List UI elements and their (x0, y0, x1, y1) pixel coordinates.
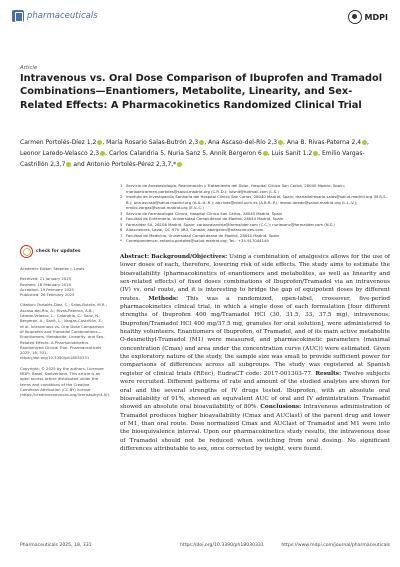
author-list: Carmen Portolés-Díez 1,2 , María Rosario Salas-Butrón 2,3 , Ana Ascaso-del-Río 2,3 , Ana B. Rivas-Paterna 2,4 , Leonor Laredo-Velasco 2,3 , Carlos Calandria 5, Nuria Sanz 5, Annik Bergeron 6 , Luis Sanit 1,2 , Emilio Vargas-Castrillón 2,3,7 and Antonio Portolés-Pérez 2,3,7,* (20, 139, 369, 169)
methods-text: This was a randomized, open-label, crossover, five-period pharmacokinetics clinical trial, in which a single dose of each formulation [four different strengths of Ibuprofen 400 mg/Tramadol HCl (30, 31.5, 33, 37.5 mg), intravenous; Ibuprofen/Tramadol HCl 400 mg/37.5 mg, granules for oral solution], were administered to healthy volunteers. Enantiomers of Ibuprofen, of Tramadol, and of its main active metabolite O-desmethyl-Tramadol (M1) were measured, and pharmacokinetic parameters (maximal concentration (Cmax) and area under the concentration curve (AUC)) were estimated. Given the exploratory nature of the study, the sample size was small to provide sufficient power for comparisons of differences across all subgroups. The study was registered at Spanish register of clinical trials (REec), EudraCT code: 2017-001303-77. (120, 295, 390, 377)
author[interactable]: and Antonio Portolés-Pérez 2,3,7,* (73, 161, 177, 169)
page-header (12, 10, 388, 26)
mdpi-icon (348, 10, 362, 24)
orcid-icon[interactable] (66, 162, 71, 167)
publisher-name: MDPI (364, 12, 388, 22)
results-label: Results: (315, 370, 342, 377)
received-date: Received: 21 January 2025 (20, 276, 72, 282)
orcid-icon[interactable] (177, 162, 182, 167)
accepted-date: Accepted: 19 February 2025 (20, 286, 74, 292)
orcid-icon[interactable] (100, 151, 105, 156)
abstract-label: Abstract: (120, 254, 150, 260)
footer-journal: Pharmaceuticals 2025, 18, 331 (20, 543, 92, 548)
affiliation: 5 Farmalíder SA, 28108 Madrid, Spain; carloscalandria@farmalider.com (C.C.); nuriasanz@farmalider.com (N.S.) (120, 221, 335, 227)
copyright: Copyright: © 2025 by the authors. Licensee MDPI, Basel, Switzerland. This article is an open access article distributed under the terms and conditions of the Creative Commons Attribution (CC BY) license (https://creativecommons.org/licenses/by/4.0/). (20, 365, 111, 398)
published-date: Published: 26 February 2025 (20, 292, 75, 298)
author[interactable]: María Rosario Salas-Butrón 2,3 (106, 139, 199, 146)
orcid-icon[interactable] (199, 140, 204, 145)
background-text: Using a combination of analgesics allows for the use of lower doses of each, therefore, lowering risk of side effects. The study aims to estimate the bioavailability (pharmacokinetics of enantiomers and metabolites, as well as linearity and sex-related effects) of fixed doses combinations of Ibuprofen/Tramadol via an intravenous (IV) vs. oral route, and it is interesting to bridge the gap of equipotent doses by different routes. (120, 254, 390, 302)
affiliation: 2 Instituto de Investigación Sanitaria del Hospital Clínico San Carlos, 28040 Madrid, Spain; mariadelrosario.salas@salud.madrid.org (M.R.S.-B.); ana.ascaso@salud.madrid.org (A.A.-d.-R.); ab.rivas@med.ucm.es (A.B.R.-P.); leonor.laredo@salud.madrid.org (L.L.-V.); emilio.vargas@salud.madrid.org (E.V.-C.) (120, 194, 389, 210)
correspondence: * Correspondence: antonio.portoles@salud.madrid.org; Tel.: +34-917044149 (120, 238, 269, 243)
journal-name: pharmaceuticals (27, 11, 98, 21)
footer-doi-link[interactable]: https://doi.org/10.3390/ph18030331 (180, 543, 264, 548)
author[interactable]: Emilio Vargas-Castrillón 2,3,7 (20, 150, 365, 169)
author[interactable]: Leonor Laredo-Velasco 2,3 (20, 150, 100, 158)
affiliation: 4 Facultad de Enfermería, Universidad Complutense de Madrid, 28040 Madrid, Spain (120, 216, 284, 221)
orcid-icon[interactable] (97, 140, 102, 145)
orcid-icon[interactable] (263, 151, 268, 156)
methods-label: Methods: (148, 295, 179, 302)
affiliations (120, 183, 390, 244)
author[interactable]: Carmen Portolés-Díez 1,2 (20, 139, 97, 146)
background-label: Background/Objectives: (151, 254, 228, 260)
conclusions-label: Conclusions: (260, 404, 302, 411)
abstract (120, 253, 390, 453)
author[interactable]: Ana B. Rivas-Paterna 2,4 (286, 139, 362, 146)
publisher-logo[interactable] (348, 10, 388, 24)
affiliation: 3 Servicio de Farmacología Clínica, Hospital Clínico San Carlos, 28040 Madrid, Spain (120, 210, 283, 216)
check-for-updates-button[interactable] (20, 245, 108, 258)
journal-logo[interactable] (12, 10, 98, 22)
updates-label: check for updates (36, 249, 81, 254)
affiliation: 6 Altasciences, Laval, QC H7V 4B3, Canada; abergeron@altasciences.com (120, 227, 264, 232)
orcid-icon[interactable] (362, 140, 367, 145)
article-type: Article (20, 65, 38, 71)
affiliation: 1 Servicio de Anestesiología, Reanimación y Tratamiento del Dolor, Hospital Clínico San Carlos, 28040 Madrid, Spain; mariadelcarmen.portoles@salud.madrid.org (C.P.-D.); luisnit@hotmail.com (L.S.) (120, 183, 345, 194)
results-text: Twelve subjects were recruited. Different patterns of rate and amount of the studied analytes are shown for oral and the several strengths of IV drugs tested. Ibuprofen, with an absolute oral bioavailability of 91%, showed an equivalent AUC of oral and IV administration. Tramadol showed an absolute oral bioavailability of 80%. (120, 370, 390, 411)
author[interactable]: Ana Ascaso-del-Río 2,3 (208, 139, 278, 146)
citation: Citation: Portolés-Díez, C.; Salas-Butrón, M.R.; Ascaso-del-Río, A.; Rivas-Paterna, A.B.; Laredo-Velasco, L.; Calandria, C.; Sanz, N.; Bergeron, A.; Sanit, L.; Vargas-Castrillón, E.; et al. Intravenous vs. Oral Dose Comparison of Ibuprofen and Tramadol Combinations—Enantiomers, Metabolite, Linearity, and Sex-Related Effects: A Pharmacokinetics Randomized Clinical Trial. Pharmaceuticals 2025, 18, 331. https://doi.org/10.3390/ph18030331 (20, 302, 107, 361)
orcid-icon[interactable] (313, 151, 318, 156)
author[interactable]: Annik Bergeron 6 (209, 150, 262, 158)
orcid-icon[interactable] (278, 140, 283, 145)
author[interactable]: Nuria Sanz 5 (167, 150, 207, 158)
article-title: Intravenous vs. Oral Dose Comparison of Ibuprofen and Tramadol Combinations—Enantiomers, Metabolite, Linearity, and Sex-Related Effects: A Pharmacokinetics Randomized Clinical Trial (20, 73, 383, 111)
updates-icon (20, 245, 33, 258)
article-sidebar (20, 245, 111, 403)
academic-editor: Academic Editor: Stephen J. Lewis (20, 266, 85, 271)
author[interactable]: Luis Sanit 1,2 (271, 150, 313, 158)
footer-journal-link[interactable]: https://www.mdpi.com/journal/pharmaceuticals (281, 543, 390, 548)
author[interactable]: Carlos Calandria 5 (108, 150, 165, 158)
affiliation: 7 Facultad de Medicina, Universidad Complutense de Madrid, 28040 Madrid, Spain (120, 232, 280, 238)
revised-date: Revised: 18 February 2025 (20, 281, 72, 287)
journal-icon (12, 10, 24, 22)
conclusions-text: Intravenous administration of Tramadol produces higher bioavailability (Cmax and AUClast) of the parent drug and lower of M1, than oral route. Dose normalized Cmax and AUClast of Tramadol and M1 were into the bioequivalence interval. Upon our pharmacokinetics study results, the intravenous dose of Tramadol should not be reduced when switching from oral dosing. No significant differences attributable to sex, once corrected by weight, were found. (120, 404, 391, 452)
